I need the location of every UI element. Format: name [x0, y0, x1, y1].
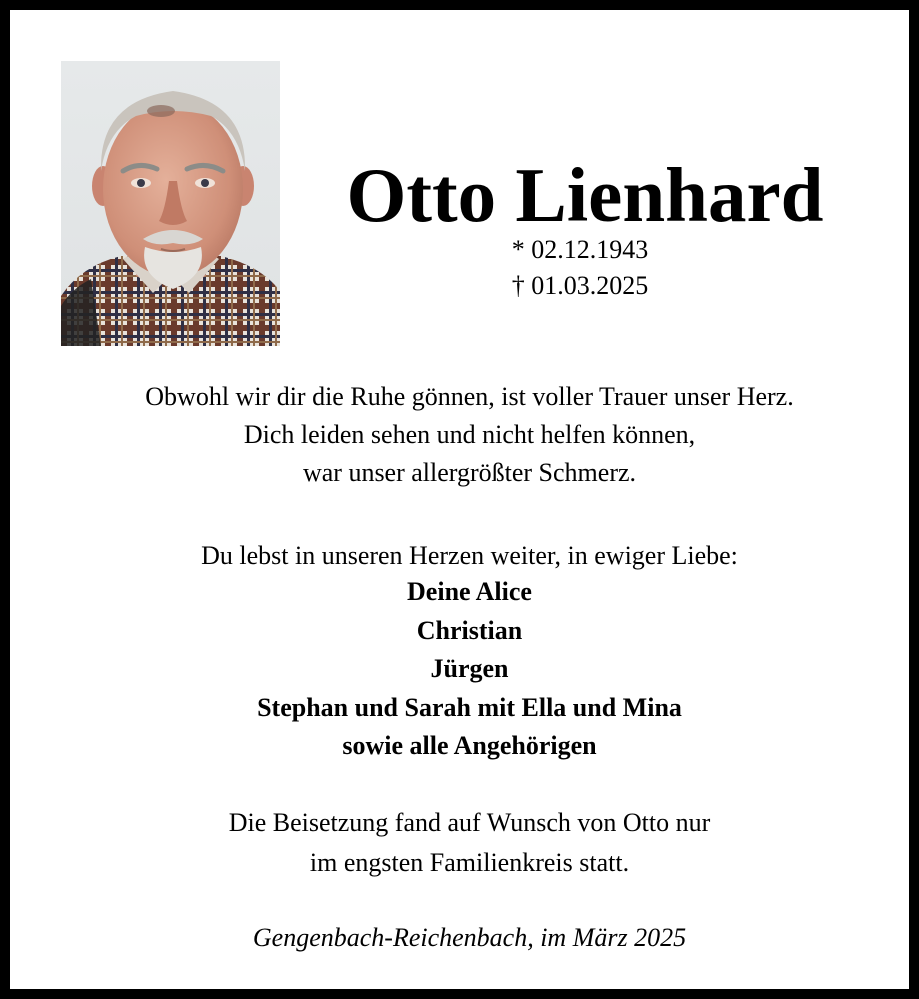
funeral-line: im engsten Familienkreis statt. — [309, 848, 630, 877]
mourner-name: Christian — [416, 615, 523, 645]
mourner-name: Stephan und Sarah mit Ella und Mina — [257, 692, 682, 722]
portrait-photo-icon — [61, 61, 280, 346]
place-and-date: Gengenbach-Reichenbach, im März 2025 — [252, 923, 687, 952]
life-dates — [450, 232, 710, 304]
mourning-intro: Du lebst in unseren Herzen weiter, in ewiger Liebe: — [201, 541, 738, 570]
poem-line: war unser allergrößter Schmerz. — [302, 458, 637, 487]
deceased-name: Otto Lienhard — [346, 152, 824, 238]
funeral-line: Die Beisetzung fand auf Wunsch von Otto nur — [228, 808, 711, 837]
mourner-name: Jürgen — [430, 654, 509, 683]
mourner-name: sowie alle Angehörigen — [342, 731, 597, 760]
mourner-name: Deine Alice — [407, 577, 532, 606]
funeral-note — [20, 803, 919, 883]
birth-date: * 02.12.1943 — [511, 235, 649, 264]
poem-line: Obwohl wir dir die Ruhe gönnen, ist voller Trauer unser Herz. — [145, 382, 794, 411]
poem — [20, 378, 919, 492]
death-date: † 01.03.2025 — [511, 271, 649, 300]
portrait-photo — [61, 61, 280, 346]
mourners-list — [20, 573, 919, 766]
poem-line: Dich leiden sehen und nicht helfen können, — [243, 420, 696, 449]
